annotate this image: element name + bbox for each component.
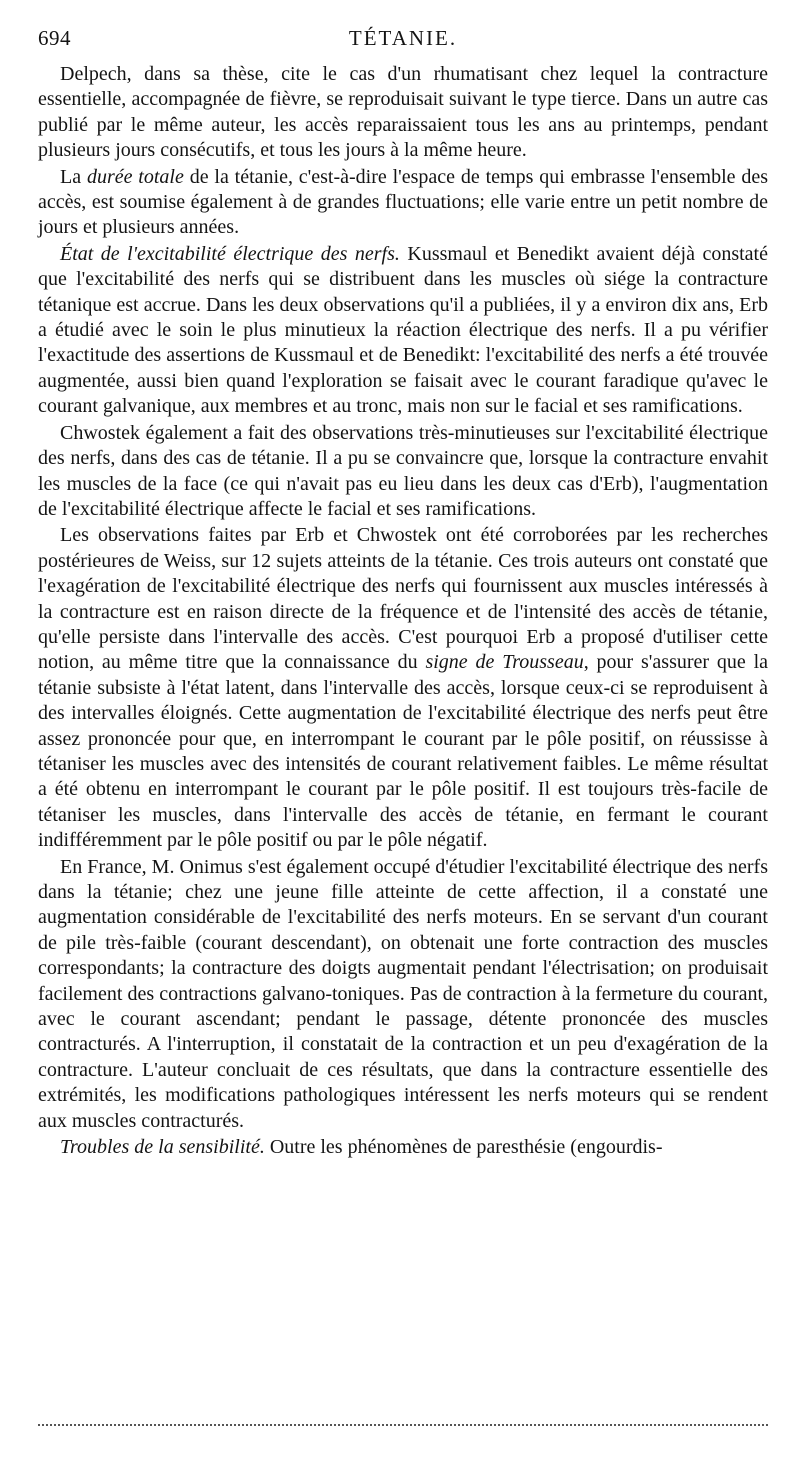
paragraph-chwostek: Chwostek également a fait des observations très-minutieuses sur l'excitabilité électrique des nerfs, dans des cas de tétanie. Il a pu se convaincre que, lorsque la contracture envahit les muscles de la face (ce qui n'avait pas eu lieu dans les deux cas d'Erb), l'augmentation de l'excitabilité électrique affecte le facial et ses ramifications. — [38, 421, 768, 520]
term-duree-totale: durée totale — [86, 165, 184, 188]
body-text — [38, 62, 768, 1160]
page-header — [38, 26, 768, 62]
term-signe-trousseau: signe de Trousseau — [425, 651, 584, 674]
paragraph-erb-weiss: Les observations faites par Erb et Chwostek ont été corroborées par les recherches postérieures de Weiss, sur 12 sujets atteints de la tétanie. Ces trois auteurs ont constaté que l'exagération de l'excitabilité électrique des nerfs qui fournissent aux muscles intéressés à la contracture est en raison directe de la fréquence et de l'intensité des accès de tétanie, qu'elle persiste dans l'intervalle des accès. C'est pourquoi Erb a proposé d'utiliser cette notion, au même titre que la connaissance du signe de Trousseau, pour s'assurer que la tétanie subsiste à l'état latent, dans l'intervalle des accès, lorsque ceux-ci se reproduisent à des intervalles éloignés. Cette augmentation de l'excitabilité électrique des nerfs peut être assez prononcée pour que, en interrompant le courant par le pôle positif, on réussisse à tétaniser les muscles avec des intensités de courant relativement faibles. Le même résultat a été obtenu en interrompant le courant par le pôle positif. Il est toujours très-facile de tétaniser les muscles, dans l'intervalle des accès de tétanie, en fermant le courant indifféremment par le pôle positif ou par le pôle négatif. — [38, 524, 769, 852]
page-number: 694 — [38, 26, 71, 50]
paragraph-delpech: Delpech, dans sa thèse, cite le cas d'un rhumatisant chez lequel la contracture essentielle, accompagnée de fièvre, se reproduisait suivant le type tierce. Dans un autre cas publié par le même auteur, les accès reparaissaient tous les ans au printemps, pendant plusieurs jours consécutifs, et tous les jours à la même heure. — [38, 63, 768, 162]
section-lead-excitabilite: État de l'excitabilité électrique des nerfs. — [60, 242, 400, 265]
paragraph-onimus: En France, M. Onimus s'est également occupé d'étudier l'excitabilité électrique des nerfs dans la tétanie; chez une jeune fille atteinte de cette affection, il a constaté une augmentation considérable de l'excitabilité des nerfs moteurs. En se servant d'un courant de pile très-faible (courant descendant), on obtenait une forte contraction des muscles correspondants; la contracture des doigts augmentait pendant l'électrisation; on produisait facilement des contractions galvano-toniques. Pas de contraction à la fermeture du courant, avec le courant ascendant; pendant le passage, détente prononcée des muscles contracturés. A l'interruption, il constatait de la contraction et un peu d'exagération de la contracture. L'auteur concluait de ces résultats, que dans la contracture essentielle des extrémités, les modifications pathologiques intéressent les nerfs moteurs qui se rendent aux muscles contracturés. — [38, 855, 768, 1132]
paragraph-sensibilite: Troubles de la sensibilité. Outre les phénomènes de paresthésie (engourdis- — [60, 1136, 663, 1159]
section-lead-sensibilite: Troubles de la sensibilité. — [60, 1136, 265, 1159]
paragraph-excitabilite: État de l'excitabilité électrique des nerfs. Kussmaul et Benedikt avaient déjà constaté que l'excitabilité des nerfs qui se distribuent dans les muscles où siége la contracture tétanique est accrue. Dans les deux observations qu'il a publiées, il y a environ dix ans, Erb a étudié avec le soin le plus minutieux la réaction électrique des nerfs. Il a pu vérifier l'exactitude des assertions de Kussmaul et de Benedikt: l'excitabilité des nerfs a été trouvée augmentée, aussi bien quand l'exploration se faisait avec le courant faradique qu'avec le courant galvanique, aux membres et au tronc, mais non sur le facial et ses ramifications. — [38, 242, 768, 418]
running-title: TÉTANIE. — [348, 26, 458, 50]
paragraph-duree-totale: La durée totale de la tétanie, c'est-à-dire l'espace de temps qui embrasse l'ensemble des accès, est soumise également à de grandes fluctuations; elle varie entre un petit nombre de jours et plusieurs années. — [38, 165, 769, 239]
document-page — [38, 26, 768, 1160]
footer-dotted-rule — [38, 1424, 768, 1426]
